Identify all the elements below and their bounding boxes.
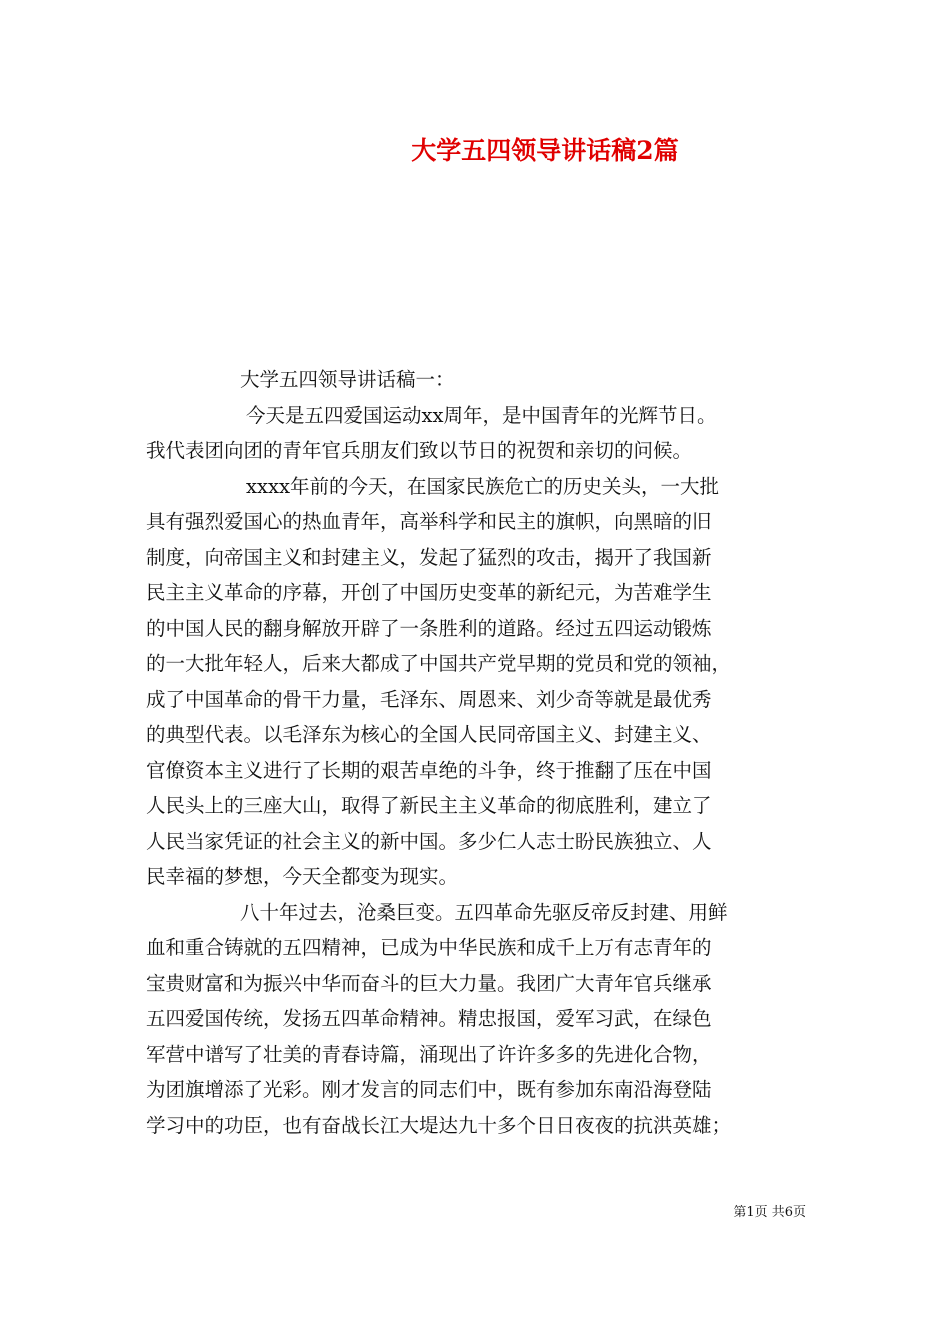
paragraph-line: 制度，向帝国主义和封建主义，发起了猛烈的攻击，揭开了我国新 [146, 545, 712, 569]
paragraph-line: 具有强烈爱国心的热血青年，高举科学和民主的旗帜，向黑暗的旧 [146, 510, 712, 533]
paragraph-line: 血和重合铸就的五四精神，已成为中华民族和成千上万有志青年的 [146, 936, 712, 959]
paragraph-line: 民幸福的梦想，今天全都变为现实。 [146, 865, 459, 888]
paragraph-line: 军营中谱写了壮美的青春诗篇，涌现出了许许多多的先进化合物， [146, 1042, 712, 1066]
paragraph-line: 为团旗增添了光彩。刚才发言的同志们中，既有参加东南沿海登陆 [146, 1078, 712, 1101]
paragraph-line: 宝贵财富和为振兴中华而奋斗的巨大力量。我团广大青年官兵继承 [146, 971, 712, 995]
paragraph-line: 的典型代表。以毛泽东为核心的全国人民同帝国主义、封建主义、 [146, 723, 712, 746]
paragraph-line: 的中国人民的翻身解放开辟了一条胜利的道路。经过五四运动锻炼 [146, 616, 712, 640]
paragraph-line: 官僚资本主义进行了长期的艰苦卓绝的斗争，终于推翻了压在中国 [146, 758, 712, 782]
paragraph-1 [146, 398, 811, 469]
paragraph-line: 成了中国革命的骨干力量，毛泽东、周恩来、刘少奇等就是最优秀 [146, 687, 712, 711]
section-heading: 大学五四领导讲话稿一： [240, 368, 455, 391]
paragraph-line: 我代表团向团的青年官兵朋友们致以节日的祝贺和亲切的问候。 [146, 439, 693, 462]
document-body [146, 362, 811, 1143]
paragraph-line: 八十年过去，沧桑巨变。五四革命先驱反帝反封建、用鲜 [240, 900, 728, 924]
paragraph-3 [146, 895, 811, 1144]
paragraph-line: 人民当家凭证的社会主义的新中国。多少仁人志士盼民族独立、人 [146, 829, 712, 853]
section-heading-paragraph [146, 362, 811, 398]
paragraph-line: 五四爱国传统，发扬五四革命精神。精忠报国，爱军习武，在绿色 [146, 1007, 712, 1030]
paragraph-line: 人民头上的三座大山，取得了新民主主义革命的彻底胜利，建立了 [146, 794, 712, 817]
page-number-footer: 第1页 共6页 [733, 1205, 806, 1220]
paragraph-line: 的一大批年轻人，后来大都成了中国共产党早期的党员和党的领袖， [146, 652, 732, 675]
paragraph-line: 今天是五四爱国运动xx周年，是中国青年的光辉节日。 [246, 403, 717, 427]
paragraph-2 [146, 469, 811, 895]
document-title: 大学五四领导讲话稿2篇 [411, 136, 679, 165]
paragraph-line: xxxx年前的今天，在国家民族危亡的历史关头，一大批 [246, 474, 719, 498]
paragraph-line: 民主主义革命的序幕，开创了中国历史变革的新纪元，为苦难学生 [146, 581, 712, 604]
paragraph-line: 学习中的功臣，也有奋战长江大堤达九十多个日日夜夜的抗洪英雄； [146, 1113, 732, 1137]
